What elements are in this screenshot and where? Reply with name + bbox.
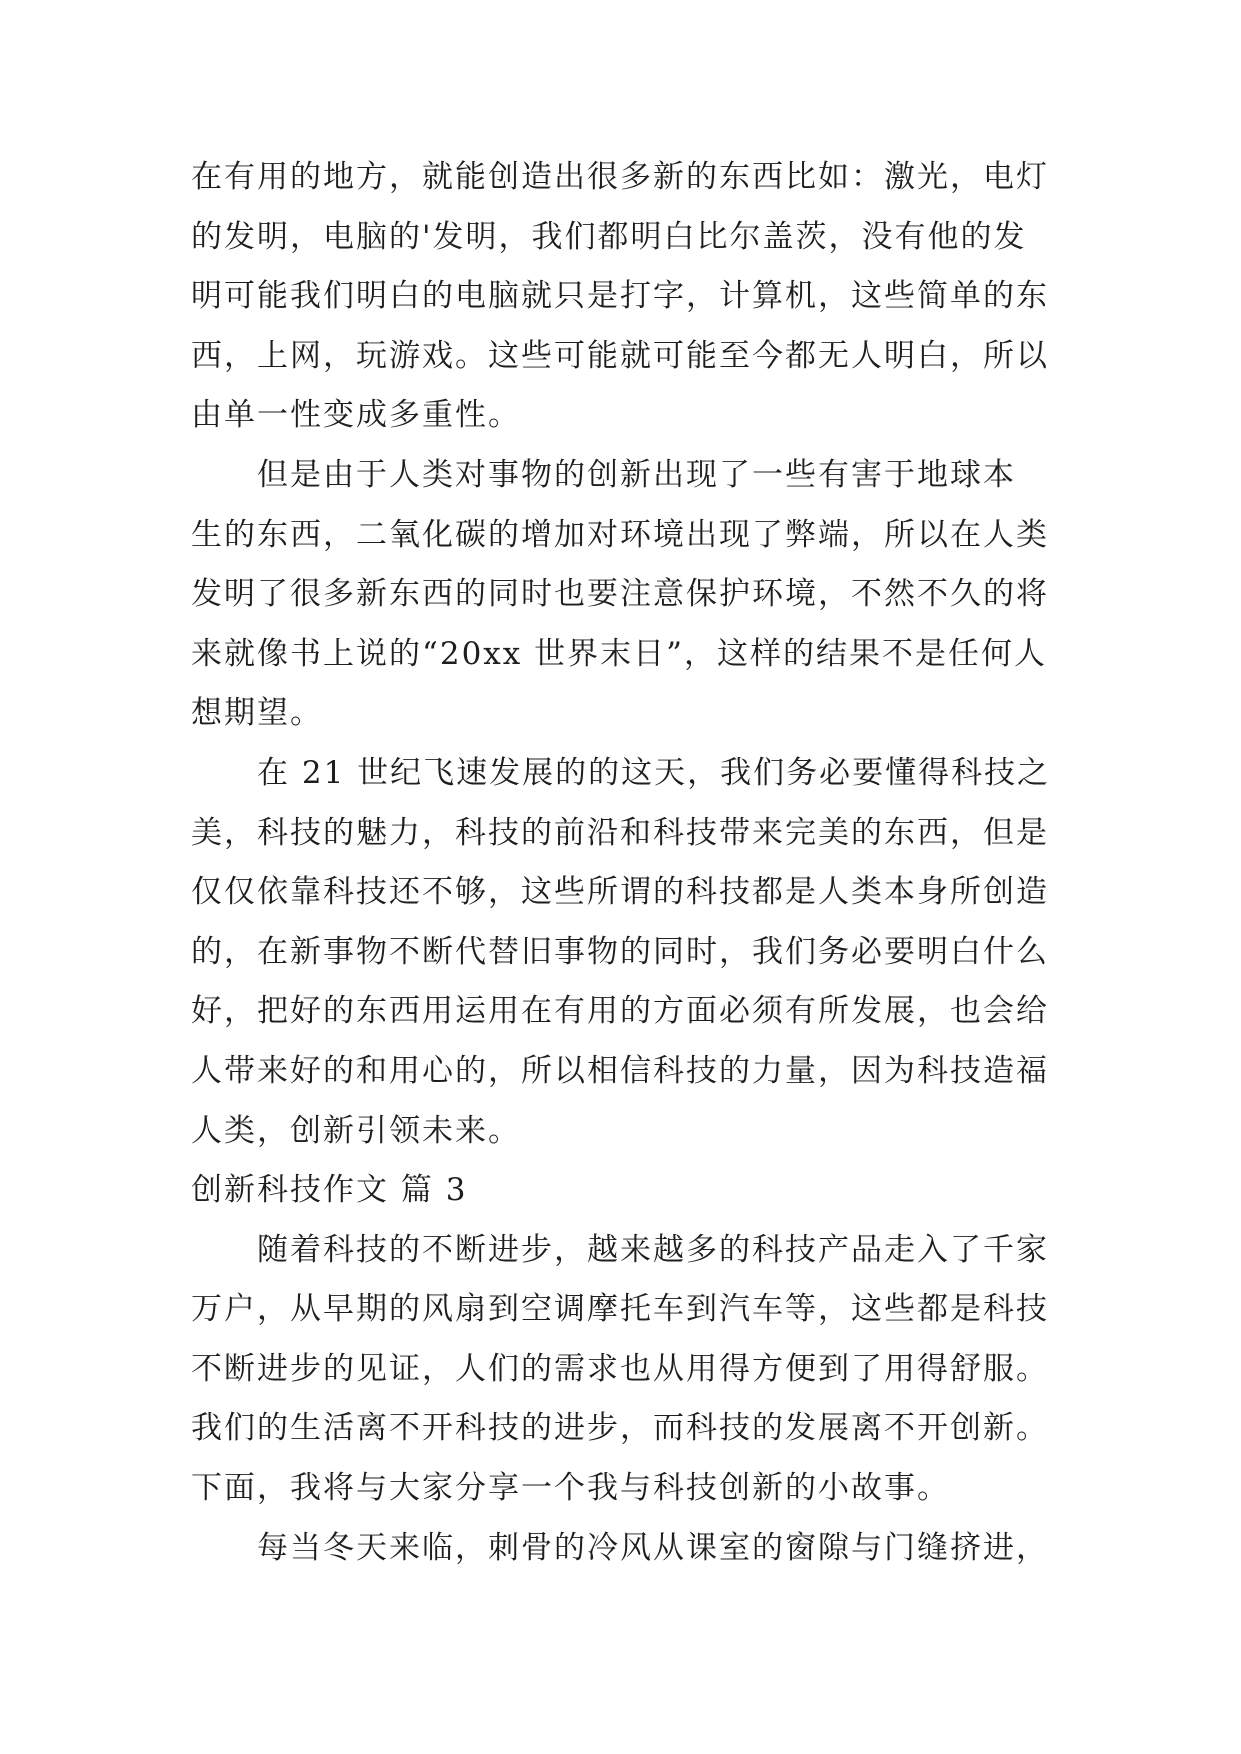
paragraph-4-line-5: 下面，我将与大家分享一个我与科技创新的小故事。 — [191, 1470, 950, 1507]
paragraph-3-line-1: 在 21 世纪飞速发展的的这天，我们务必要懂得科技之 — [257, 754, 1051, 791]
paragraph-1-line-3: 明可能我们明白的电脑就只是打字，计算机，这些简单的东 — [191, 278, 1049, 315]
paragraph-5-line-1: 每当冬天来临，刺骨的冷风从课室的窗隙与门缝挤进， — [257, 1529, 1049, 1566]
paragraph-3-line-4: 的，在新事物不断代替旧事物的同时，我们务必要明白什么 — [191, 933, 1049, 970]
paragraph-3-line-6: 人带来好的和用心的，所以相信科技的力量，因为科技造福 — [191, 1052, 1049, 1089]
paragraph-1-line-5: 由单一性变成多重性。 — [191, 397, 521, 434]
paragraph-2-line-2: 生的东西，二氧化碳的增加对环境出现了弊端，所以在人类 — [191, 516, 1049, 553]
paragraph-4-line-3: 不断进步的见证，人们的需求也从用得方便到了用得舒服。 — [191, 1350, 1049, 1387]
document-body — [191, 148, 1071, 1578]
paragraph-3-line-2: 美，科技的魅力，科技的前沿和科技带来完美的东西，但是 — [191, 814, 1049, 851]
paragraph-3-line-5: 好，把好的东西用运用在有用的方面必须有所发展，也会给 — [191, 993, 1049, 1030]
paragraph-4-line-2: 万户，从早期的风扇到空调摩托车到汽车等，这些都是科技 — [191, 1291, 1049, 1328]
paragraph-3-line-7: 人类，创新引领未来。 — [191, 1112, 521, 1149]
paragraph-1-line-1: 在有用的地方，就能创造出很多新的东西比如：激光，电灯 — [191, 159, 1049, 195]
paragraph-4-line-1: 随着科技的不断进步，越来越多的科技产品走入了千家 — [257, 1231, 1049, 1268]
section-heading: 创新科技作文 篇 3 — [191, 1172, 468, 1209]
paragraph-2-line-4: 来就像书上说的“20xx 世界末日”，这样的结果不是任何人 — [191, 635, 1047, 672]
paragraph-2-line-5: 想期望。 — [191, 695, 323, 732]
paragraph-3-line-3: 仅仅依靠科技还不够，这些所谓的科技都是人类本身所创造 — [191, 874, 1049, 911]
paragraph-1-line-4: 西，上网，玩游戏。这些可能就可能至今都无人明白，所以 — [191, 337, 1049, 374]
paragraph-1-line-2: 的发明，电脑的'发明，我们都明白比尔盖茨，没有他的发 — [191, 218, 1027, 255]
paragraph-4-line-4: 我们的生活离不开科技的进步，而科技的发展离不开创新。 — [191, 1410, 1049, 1447]
paragraph-2-line-1: 但是由于人类对事物的创新出现了一些有害于地球本 — [257, 456, 1016, 493]
paragraph-2-line-3: 发明了很多新东西的同时也要注意保护环境，不然不久的将 — [191, 576, 1049, 613]
